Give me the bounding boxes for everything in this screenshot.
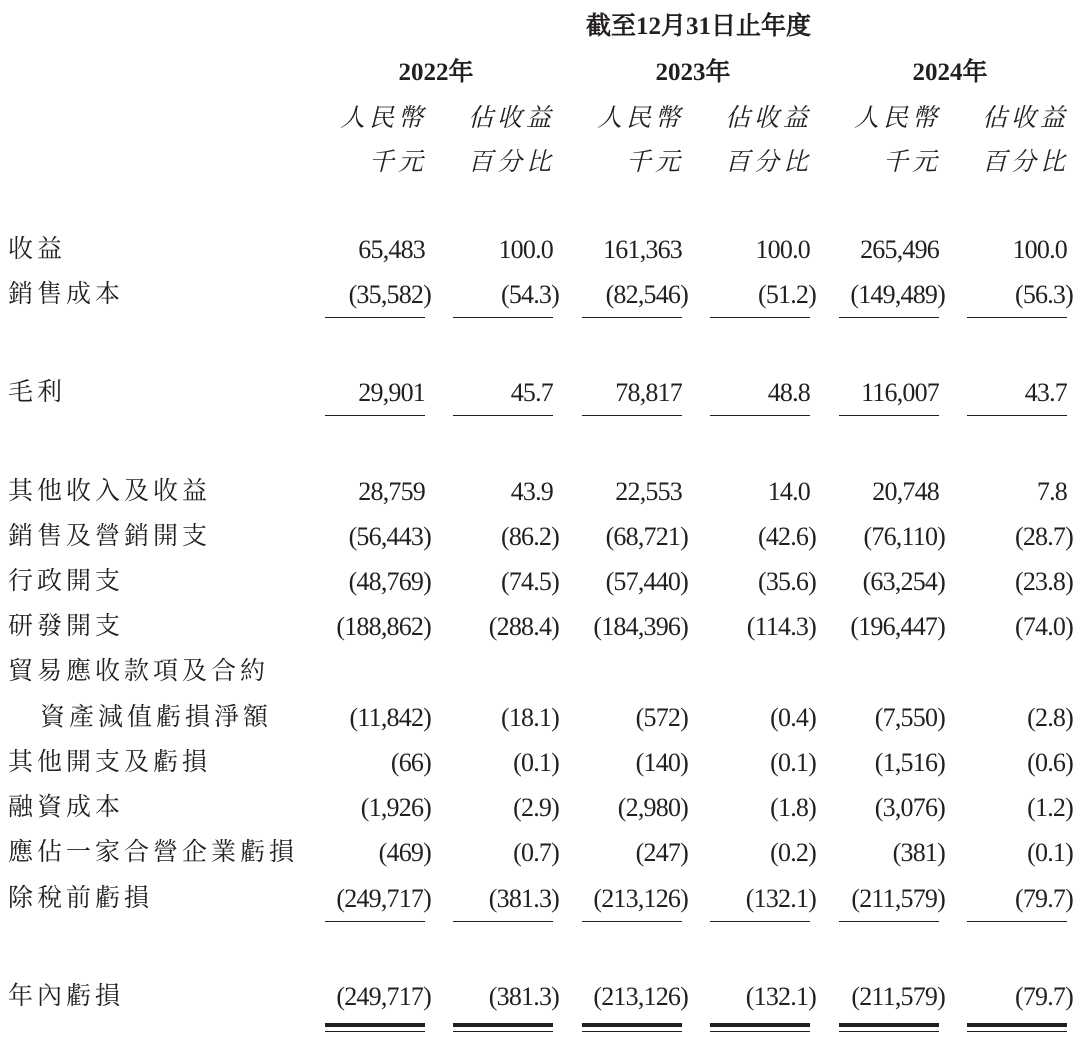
amount-cell: (63,254) <box>862 567 945 596</box>
underline <box>967 317 1067 318</box>
amount-cell: 265,496 <box>860 235 939 264</box>
underline <box>839 415 939 416</box>
percent-cell: (42.6) <box>757 522 816 551</box>
percent-cell: (18.1) <box>500 703 559 732</box>
row-label: 貿易應收款項及合約 <box>8 658 270 685</box>
row-label: 收益 <box>8 236 67 263</box>
table-row <box>0 698 1080 738</box>
underline <box>582 415 682 416</box>
percent-cell: (132.1) <box>745 884 816 913</box>
underline <box>453 921 553 922</box>
table-row <box>0 788 1080 828</box>
double-underline <box>325 1023 425 1032</box>
underline <box>325 921 425 922</box>
amount-cell: (149,489) <box>850 280 945 309</box>
amount-cell: (572) <box>635 703 688 732</box>
underline <box>710 415 810 416</box>
amount-cell: (56,443) <box>348 522 431 551</box>
percent-cell: (1.2) <box>1027 793 1073 822</box>
double-underline <box>967 1023 1067 1032</box>
table-row <box>0 275 1080 315</box>
percent-cell: 14.0 <box>767 477 810 506</box>
row-label: 行政開支 <box>8 568 125 595</box>
amount-cell: (82,546) <box>605 280 688 309</box>
percent-cell: 100.0 <box>755 235 810 264</box>
percent-cell: (35.6) <box>757 567 816 596</box>
amount-cell: (249,717) <box>336 982 431 1011</box>
unit-rmb-thousand: 人民幣 <box>596 105 684 132</box>
percent-cell: (0.1) <box>1027 838 1073 867</box>
unit-pct-of-revenue: 百分比 <box>724 149 812 176</box>
underline <box>710 921 810 922</box>
amount-cell: 116,007 <box>861 378 939 407</box>
amount-cell: (57,440) <box>605 567 688 596</box>
underline <box>325 415 425 416</box>
amount-cell: (211,579) <box>851 982 945 1011</box>
amount-cell: (3,076) <box>874 793 945 822</box>
row-label: 應佔一家合營企業虧損 <box>8 839 299 866</box>
row-label: 毛利 <box>8 379 67 406</box>
percent-cell: 100.0 <box>498 235 553 264</box>
unit-rmb-thousand: 人民幣 <box>339 105 427 132</box>
underline <box>582 921 682 922</box>
underline <box>967 415 1067 416</box>
amount-cell: (1,516) <box>874 748 945 777</box>
underline <box>582 317 682 318</box>
percent-cell: (74.5) <box>500 567 559 596</box>
period-heading: 截至12月31日止年度 <box>585 13 811 40</box>
percent-cell: (2.8) <box>1027 703 1073 732</box>
percent-cell: (0.2) <box>770 838 816 867</box>
amount-cell: (35,582) <box>348 280 431 309</box>
amount-cell: (68,721) <box>605 522 688 551</box>
year-header-2024: 2024年 <box>912 59 988 86</box>
percent-cell: 7.8 <box>1036 477 1067 506</box>
percent-cell: (132.1) <box>745 982 816 1011</box>
percent-cell: 48.8 <box>767 378 810 407</box>
amount-cell: (66) <box>390 748 431 777</box>
percent-cell: 43.9 <box>510 477 553 506</box>
amount-cell: (184,396) <box>593 612 688 641</box>
amount-cell: 29,901 <box>358 378 425 407</box>
amount-cell: (381) <box>892 838 945 867</box>
amount-cell: (213,126) <box>593 982 688 1011</box>
table-row <box>0 879 1080 919</box>
percent-cell: (79.7) <box>1014 982 1073 1011</box>
row-label: 除稅前虧損 <box>8 885 154 912</box>
row-label: 其他收入及收益 <box>8 478 212 505</box>
percent-cell: (74.0) <box>1014 612 1073 641</box>
amount-cell: (11,842) <box>349 703 431 732</box>
double-underline <box>582 1023 682 1032</box>
percent-cell: (381.3) <box>488 884 559 913</box>
table-row <box>0 607 1080 647</box>
row-label: 資產減值虧損淨額 <box>40 704 273 731</box>
underline <box>453 317 553 318</box>
table-row <box>0 562 1080 602</box>
amount-cell: (7,550) <box>874 703 945 732</box>
percent-cell: (79.7) <box>1014 884 1073 913</box>
table-row <box>0 517 1080 557</box>
underline <box>967 921 1067 922</box>
amount-cell: (140) <box>635 748 688 777</box>
underline <box>710 317 810 318</box>
percent-cell: (381.3) <box>488 982 559 1011</box>
unit-rmb-thousand: 千元 <box>882 149 941 176</box>
underline <box>325 317 425 318</box>
unit-rmb-thousand: 千元 <box>368 149 427 176</box>
table-row <box>0 833 1080 873</box>
percent-cell: 100.0 <box>1012 235 1067 264</box>
percent-cell: (0.1) <box>513 748 559 777</box>
percent-cell: (288.4) <box>488 612 559 641</box>
underline <box>453 415 553 416</box>
percent-cell: (114.3) <box>746 612 816 641</box>
amount-cell: (211,579) <box>851 884 945 913</box>
row-label: 融資成本 <box>8 794 125 821</box>
unit-pct-of-revenue: 佔收益 <box>981 105 1069 132</box>
percent-cell: (1.8) <box>770 793 816 822</box>
table-row <box>0 652 1080 692</box>
percent-cell: (56.3) <box>1014 280 1073 309</box>
unit-pct-of-revenue: 百分比 <box>981 149 1069 176</box>
percent-cell: (2.9) <box>513 793 559 822</box>
amount-cell: 20,748 <box>872 477 939 506</box>
percent-cell: 43.7 <box>1024 378 1067 407</box>
amount-cell: 65,483 <box>358 235 425 264</box>
amount-cell: (1,926) <box>360 793 431 822</box>
unit-pct-of-revenue: 佔收益 <box>467 105 555 132</box>
amount-cell: (48,769) <box>348 567 431 596</box>
table-row <box>0 977 1080 1017</box>
amount-cell: (213,126) <box>593 884 688 913</box>
row-label: 研發開支 <box>8 613 125 640</box>
row-label: 年內虧損 <box>8 983 125 1010</box>
percent-cell: (23.8) <box>1014 567 1073 596</box>
unit-pct-of-revenue: 百分比 <box>467 149 555 176</box>
percent-cell: (0.1) <box>770 748 816 777</box>
table-row <box>0 743 1080 783</box>
table-row <box>0 230 1080 270</box>
amount-cell: (2,980) <box>617 793 688 822</box>
double-underline <box>453 1023 553 1032</box>
amount-cell: (249,717) <box>336 884 431 913</box>
amount-cell: (188,862) <box>336 612 431 641</box>
percent-cell: (0.6) <box>1027 748 1073 777</box>
amount-cell: 28,759 <box>358 477 425 506</box>
row-label: 銷售及營銷開支 <box>8 523 212 550</box>
double-underline <box>839 1023 939 1032</box>
unit-rmb-thousand: 人民幣 <box>853 105 941 132</box>
amount-cell: (469) <box>378 838 431 867</box>
amount-cell: (76,110) <box>863 522 945 551</box>
percent-cell: (51.2) <box>757 280 816 309</box>
year-header-2022: 2022年 <box>398 59 474 86</box>
amount-cell: 161,363 <box>603 235 682 264</box>
percent-cell: (0.7) <box>513 838 559 867</box>
table-row <box>0 472 1080 512</box>
percent-cell: 45.7 <box>510 378 553 407</box>
amount-cell: (247) <box>635 838 688 867</box>
year-header-2023: 2023年 <box>655 59 731 86</box>
amount-cell: (196,447) <box>850 612 945 641</box>
double-underline <box>710 1023 810 1032</box>
row-label: 其他開支及虧損 <box>8 749 212 776</box>
percent-cell: (86.2) <box>500 522 559 551</box>
underline <box>839 317 939 318</box>
amount-cell: 78,817 <box>615 378 682 407</box>
percent-cell: (54.3) <box>500 280 559 309</box>
amount-cell: 22,553 <box>615 477 682 506</box>
unit-pct-of-revenue: 佔收益 <box>724 105 812 132</box>
row-label: 銷售成本 <box>8 281 125 308</box>
percent-cell: (0.4) <box>770 703 816 732</box>
table-row <box>0 373 1080 413</box>
unit-rmb-thousand: 千元 <box>625 149 684 176</box>
underline <box>839 921 939 922</box>
percent-cell: (28.7) <box>1014 522 1073 551</box>
